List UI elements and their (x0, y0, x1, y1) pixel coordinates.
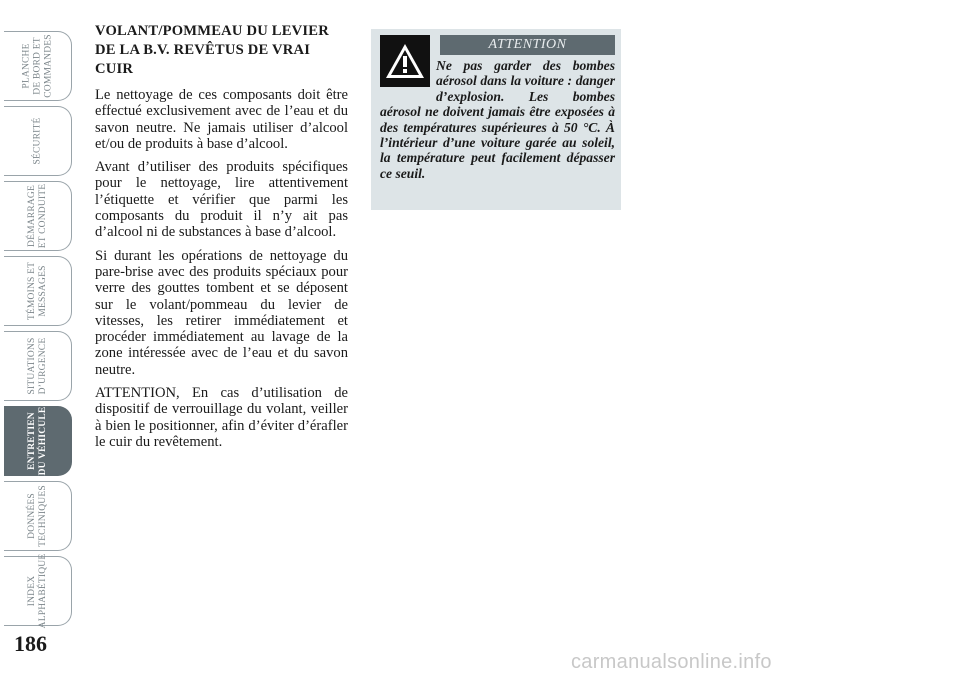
watermark: carmanualsonline.info (571, 651, 772, 673)
section-title: VOLANT/POMMEAU DU LEVIER DE LA B.V. REVÊTUS DE VRAI CUIR (95, 23, 329, 77)
tab-index[interactable] (4, 553, 72, 629)
tab-label: SÉCURITÉ (32, 117, 42, 165)
body-paragraph: Avant d’utiliser des produits spécifiques pour le nettoyage, lire attentivement l’étiquette et vérifier que parmi les composants du produit il n’y ait pas d’alcool ni de substances à base d’alcool. (95, 159, 348, 241)
warning-box (371, 29, 621, 210)
warning-text: Ne pas garder des bombes aérosol dans la voiture : danger d’explosion. Les bombes aérosol ne doivent jamais être exposées à des températures supérieures à 50 °C. À l’intérieur d’une voiture garée au soleil, la température peut facilement dépasser ce seuil. (380, 58, 615, 181)
body-paragraph: ATTENTION, En cas d’utilisation de dispositif de verrouillage du volant, veiller à bien le positionner, afin d’éviter d’érafler le cuir du revêtement. (95, 385, 348, 450)
chapter-tabs (0, 0, 80, 677)
tab-label: ENTRETIEN DU VÉHICULE (26, 406, 48, 476)
tab-securite[interactable] (4, 106, 72, 176)
tab-label: INDEX ALPHABÉTIQUE (26, 553, 48, 629)
tab-label: PLANCHE DE BORD ET COMMANDES (21, 34, 53, 98)
main-column (95, 22, 348, 457)
warning-header: ATTENTION (440, 35, 615, 55)
tab-label: DONNÉES TECHNIQUES (26, 485, 48, 547)
tab-situations-urgence[interactable] (4, 331, 72, 401)
tab-planche-de-bord[interactable] (4, 31, 72, 101)
tab-donnees-techniques[interactable] (4, 481, 72, 551)
page-number: 186 (14, 631, 47, 656)
tab-label: TÉMOINS ET MESSAGES (26, 261, 48, 321)
tab-label: DÉMARRAGE ET CONDUITE (26, 183, 48, 249)
tab-demarrage[interactable] (4, 181, 72, 251)
tab-label: SITUATIONS D’URGENCE (26, 337, 48, 395)
body-paragraph: Le nettoyage de ces composants doit être effectué exclusivement avec de l’eau et du savon neutre. Ne jamais utiliser d’alcool et/ou de produits à base d’alcool. (95, 87, 348, 152)
body-paragraph: Si durant les opérations de nettoyage du pare-brise avec des produits spéciaux pour verre des gouttes tombent et se déposent sur le volant/pommeau du levier de vitesses, les retirer immédiatement et procéder immédiatement au lavage de la zone intéressée avec de l’eau et du savon neutre. (95, 247, 348, 378)
tab-temoins[interactable] (4, 256, 72, 326)
tab-entretien[interactable] (4, 406, 72, 476)
warning-triangle-icon (380, 35, 430, 87)
